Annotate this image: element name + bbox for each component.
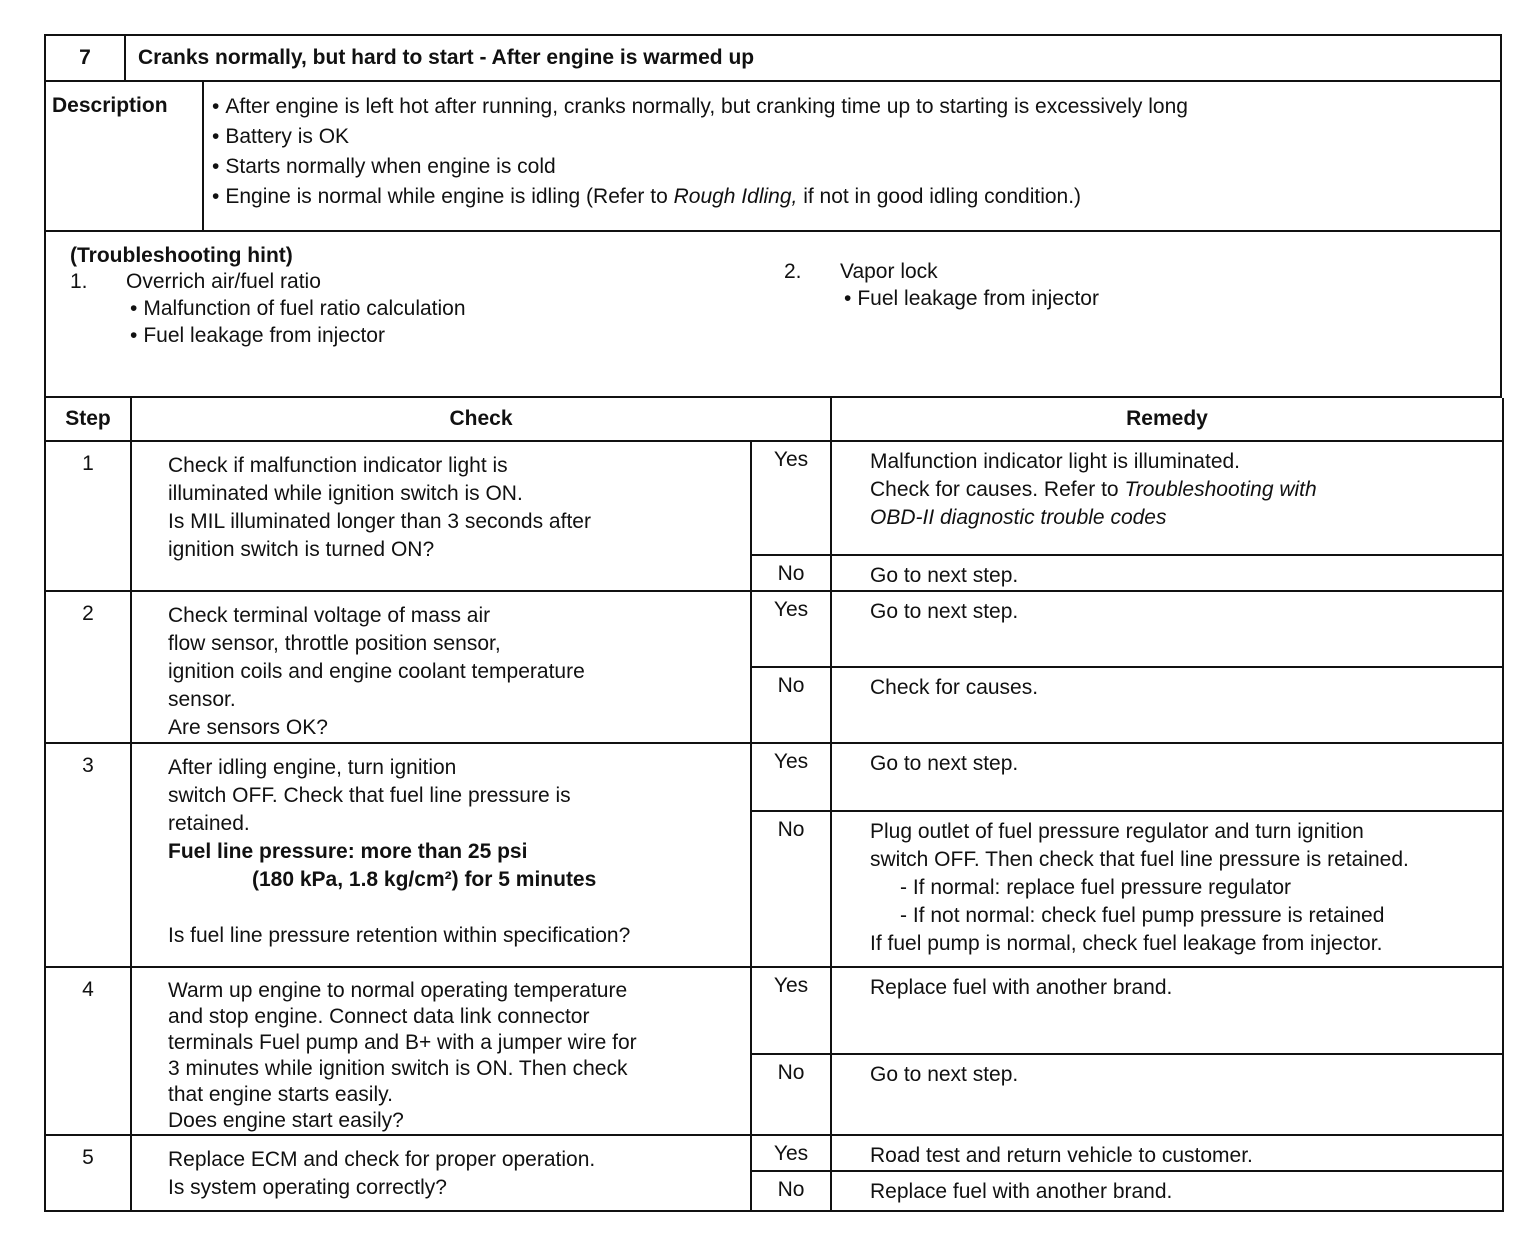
check-line: sensor. [168, 688, 236, 711]
check-line: Is MIL illuminated longer than 3 seconds after [168, 510, 591, 533]
check-cell [131, 967, 751, 1135]
check-line: Replace ECM and check for proper operation. [168, 1148, 596, 1171]
description-item: • After engine is left hot after running, cranks normally, but cranking time up to starting is excessively long [212, 92, 1188, 122]
table-header-row [45, 398, 1503, 441]
procedure-number: 7 [46, 36, 126, 80]
remedy-yes: Road test and return vehicle to customer. [831, 1135, 1503, 1171]
remedy-no: Go to next step. [831, 555, 1503, 591]
check-line: Check terminal voltage of mass air [168, 604, 491, 627]
step-number: 3 [45, 743, 131, 967]
check-question: Is fuel line pressure retention within specification? [168, 924, 631, 947]
check-line: Does engine start easily? [168, 1109, 404, 1132]
remedy-yes: Replace fuel with another brand. [831, 967, 1503, 1054]
remedy-no: Check for causes. [831, 667, 1503, 743]
check-cell [131, 743, 751, 967]
check-line: illuminated while ignition switch is ON. [168, 482, 523, 505]
description-item [212, 182, 1188, 212]
step-number: 4 [45, 967, 131, 1135]
remedy-line [870, 476, 1492, 504]
check-line: 3 minutes while ignition switch is ON. Then check [168, 1057, 628, 1080]
no-label: No [751, 1171, 831, 1211]
description-item: • Battery is OK [212, 122, 1188, 152]
check-line: Warm up engine to normal operating temperature [168, 979, 628, 1002]
step-number: 5 [45, 1135, 131, 1211]
check-line: ignition switch is turned ON? [168, 538, 435, 561]
remedy-line: - If not normal: check fuel pump pressure is retained [900, 904, 1385, 927]
troubleshooting-sheet [44, 34, 1502, 1212]
check-line: Check if malfunction indicator light is [168, 454, 508, 477]
troubleshooting-hint [44, 232, 1502, 398]
table-row [45, 967, 1503, 1054]
check-line: After idling engine, turn ignition [168, 756, 457, 779]
remedy-text: Check for causes. Refer to [870, 478, 1125, 501]
remedy-line [870, 504, 1492, 532]
description-text: Engine is normal while engine is idling (Refer to [225, 185, 674, 208]
remedy-reference: Troubleshooting with [1124, 478, 1317, 501]
remedy-no: Go to next step. [831, 1054, 1503, 1135]
step-column-header: Step [45, 398, 131, 441]
spec-line: Fuel line pressure: more than 25 psi [168, 840, 528, 863]
table-row [45, 591, 1503, 667]
yes-label: Yes [751, 743, 831, 811]
steps-table [44, 398, 1504, 1212]
description-label: Description [46, 82, 204, 230]
check-cell [131, 441, 751, 591]
check-line: flow sensor, throttle position sensor, [168, 632, 501, 655]
remedy-yes [831, 441, 1503, 555]
hint-sub-item: • Fuel leakage from injector [70, 322, 466, 349]
hint-number: 1. [70, 270, 88, 293]
remedy-yes: Go to next step. [831, 591, 1503, 667]
table-row [45, 441, 1503, 555]
remedy-no: Replace fuel with another brand. [831, 1171, 1503, 1211]
check-line: Is system operating correctly? [168, 1176, 447, 1199]
procedure-title: Cranks normally, but hard to start - After engine is warmed up [138, 46, 755, 69]
yes-label: Yes [751, 967, 831, 1054]
remedy-line: Malfunction indicator light is illuminated. [870, 450, 1241, 473]
check-column-header: Check [131, 398, 831, 441]
check-line: that engine starts easily. [168, 1083, 393, 1106]
check-line: ignition coils and engine coolant temperature [168, 660, 585, 683]
hint-heading: (Troubleshooting hint) [70, 244, 293, 267]
hint-sub-item: • Malfunction of fuel ratio calculation [70, 295, 466, 322]
step-number: 2 [45, 591, 131, 743]
remedy-column-header: Remedy [831, 398, 1503, 441]
description-row [44, 82, 1502, 232]
check-line: switch OFF. Check that fuel line pressure is [168, 784, 571, 807]
remedy-line: Plug outlet of fuel pressure regulator and turn ignition [870, 820, 1364, 843]
check-cell [131, 1135, 751, 1211]
description-item: • Starts normally when engine is cold [212, 152, 1188, 182]
check-line: retained. [168, 812, 250, 835]
yes-label: Yes [751, 591, 831, 667]
hint-cause-2 [784, 258, 1099, 312]
hint-cause-1 [70, 268, 466, 349]
spec-line: (180 kPa, 1.8 kg/cm²) for 5 minutes [252, 868, 597, 891]
remedy-reference: OBD-II diagnostic trouble codes [870, 506, 1167, 529]
no-label: No [751, 1054, 831, 1135]
yes-label: Yes [751, 1135, 831, 1171]
check-line: and stop engine. Connect data link connector [168, 1005, 590, 1028]
description-reference: Rough Idling, [673, 185, 798, 208]
remedy-no [831, 811, 1503, 967]
table-row [45, 1135, 1503, 1171]
no-label: No [751, 811, 831, 967]
remedy-line: If fuel pump is normal, check fuel leakage from injector. [870, 932, 1383, 955]
hint-title: Overrich air/fuel ratio [126, 270, 321, 293]
check-cell [131, 591, 751, 743]
hint-title: Vapor lock [840, 260, 938, 283]
no-label: No [751, 667, 831, 743]
hint-sub-item: • Fuel leakage from injector [784, 285, 1099, 312]
hint-number: 2. [784, 260, 802, 283]
check-line: terminals Fuel pump and B+ with a jumper wire for [168, 1031, 637, 1054]
description-list [204, 82, 1188, 230]
remedy-line: switch OFF. Then check that fuel line pressure is retained. [870, 848, 1409, 871]
header-row [44, 34, 1502, 82]
remedy-yes: Go to next step. [831, 743, 1503, 811]
table-row [45, 743, 1503, 811]
check-line: Are sensors OK? [168, 716, 328, 739]
step-number: 1 [45, 441, 131, 591]
description-text: if not in good idling condition.) [797, 185, 1082, 208]
no-label: No [751, 555, 831, 591]
yes-label: Yes [751, 441, 831, 555]
remedy-line: - If normal: replace fuel pressure regulator [900, 876, 1292, 899]
